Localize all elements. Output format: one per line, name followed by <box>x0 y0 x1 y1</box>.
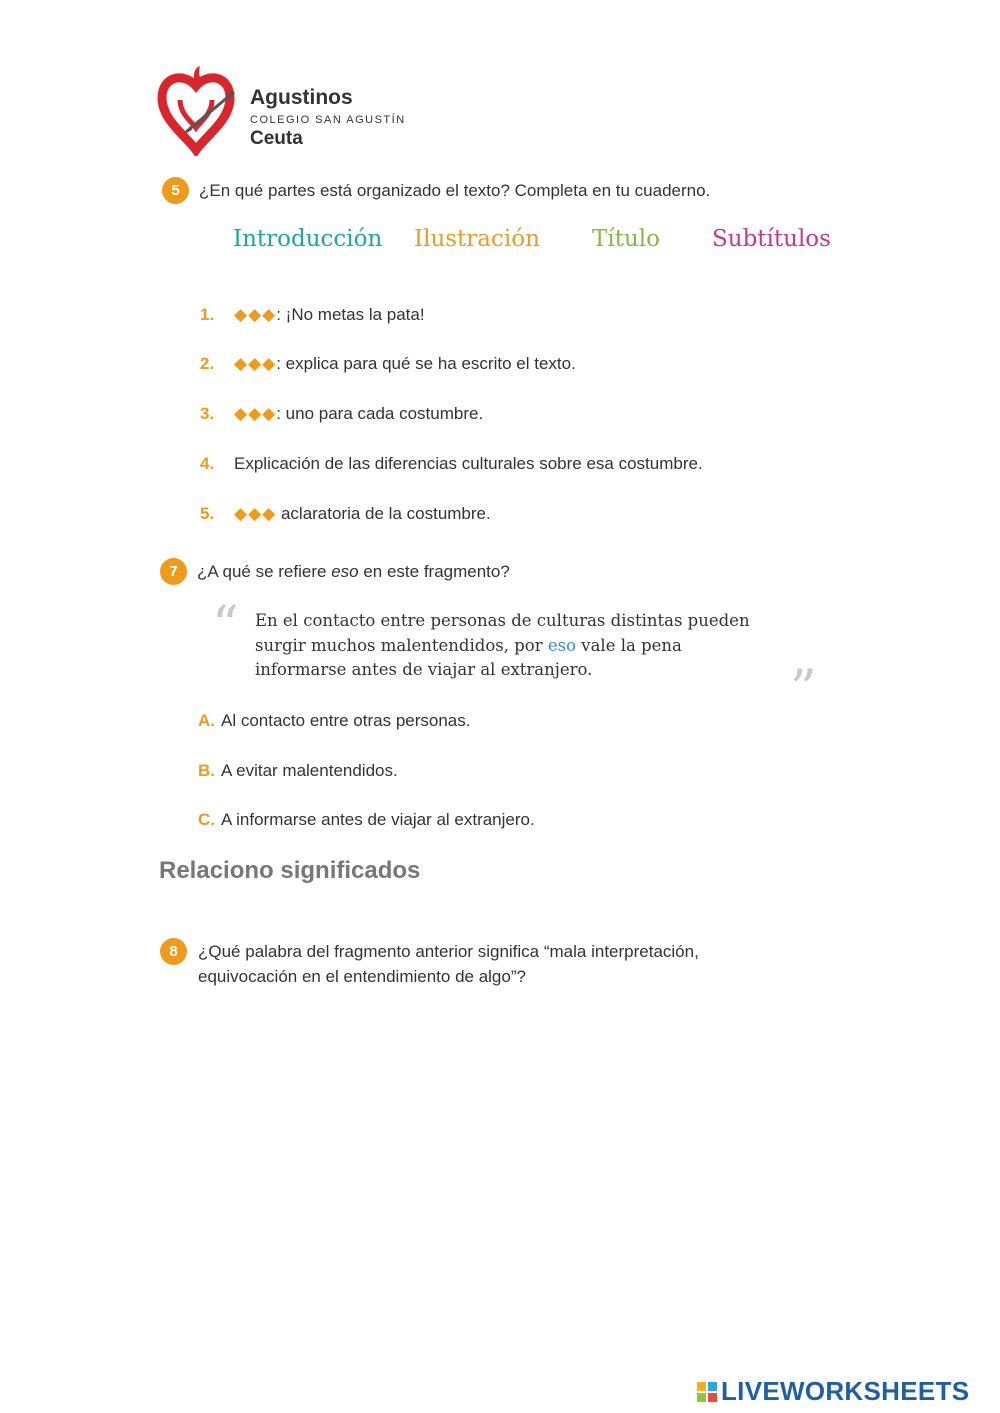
question-7-text: ¿A qué se refiere eso en este fragmento? <box>197 562 510 581</box>
brand-text: LIVEWORKSHEETS <box>721 1376 970 1406</box>
option-text: A informarse antes de viajar al extranjero. <box>221 810 535 829</box>
section-title: Relaciono significados <box>159 857 421 884</box>
option-text: A evitar malentendidos. <box>221 761 398 780</box>
list-item <box>200 452 703 476</box>
word-bank-subtitulos: Subtítulos <box>712 226 831 252</box>
list-item <box>200 303 425 327</box>
word-bank-ilustracion: Ilustración <box>414 226 540 252</box>
open-quote-icon: “ <box>212 596 239 656</box>
close-quote-icon: ” <box>790 660 817 720</box>
item-number: 1. <box>200 305 215 324</box>
item-text: : explica para qué se ha escrito el texto. <box>276 354 576 373</box>
answer-blank[interactable]: ◆◆◆ <box>234 504 277 523</box>
question-8-line-1: ¿Qué palabra del fragmento anterior significa “mala interpretación, <box>198 942 699 961</box>
option-letter: B. <box>198 761 215 780</box>
school-name-block <box>250 86 406 150</box>
answer-blank[interactable]: ◆◆◆ <box>234 354 277 373</box>
option-text: Al contacto entre otras personas. <box>221 711 471 730</box>
school-city: Ceuta <box>250 128 303 149</box>
question-8-line-2: equivocación en el entendimiento de algo”? <box>198 967 526 986</box>
school-name: Agustinos <box>250 86 353 109</box>
word-bank-titulo: Título <box>592 226 660 252</box>
option-c[interactable] <box>198 808 535 832</box>
option-letter: A. <box>198 711 215 730</box>
item-text: : uno para cada costumbre. <box>276 404 484 423</box>
list-item <box>200 352 576 376</box>
question-5-text: ¿En qué partes está organizado el texto? Completa en tu cuaderno. <box>199 181 711 200</box>
word-bank-introduccion: Introducción <box>233 226 383 252</box>
brand-logo-icon <box>697 1382 717 1402</box>
item-number: 5. <box>200 504 215 523</box>
option-b[interactable] <box>198 759 398 783</box>
item-text: : ¡No metas la pata! <box>276 305 425 324</box>
option-letter: C. <box>198 810 215 829</box>
item-number: 4. <box>200 454 215 473</box>
item-text: aclaratoria de la costumbre. <box>276 504 491 523</box>
option-a[interactable] <box>198 709 470 733</box>
quote-fragment: En el contacto entre personas de culturas distintas pueden surgir muchos malentendidos, por eso vale la pena informarse antes de viajar al extranjero. <box>255 611 750 679</box>
school-logo-icon <box>156 64 238 156</box>
question-7-emphasis: eso <box>331 562 359 581</box>
item-number: 3. <box>200 404 215 423</box>
answer-blank[interactable]: ◆◆◆ <box>234 404 277 423</box>
item-number: 2. <box>200 354 215 373</box>
list-item <box>200 502 491 526</box>
answer-blank[interactable]: ◆◆◆ <box>234 305 277 324</box>
question-8-badge: 8 <box>160 938 187 965</box>
list-item <box>200 402 483 426</box>
question-7-badge: 7 <box>160 558 187 585</box>
quote-highlight: eso <box>547 635 577 655</box>
liveworksheets-brand[interactable] <box>697 1376 969 1407</box>
item-text: Explicación de las diferencias culturales sobre esa costumbre. <box>234 454 703 473</box>
school-subtitle: COLEGIO SAN AGUSTÍN <box>250 114 406 126</box>
question-5-badge: 5 <box>162 177 189 204</box>
